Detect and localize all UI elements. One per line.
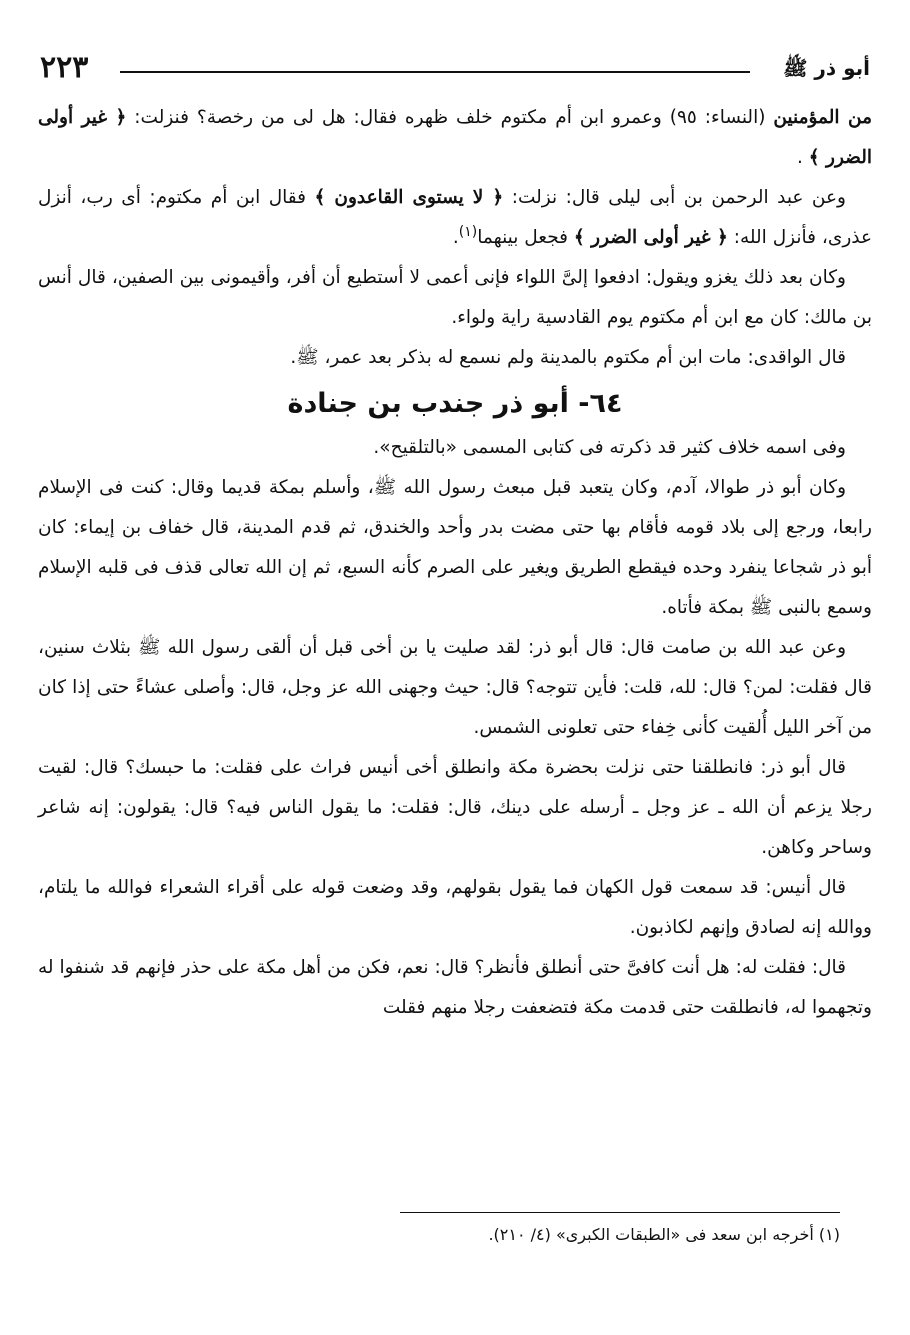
page-number: ٢٢٣	[40, 50, 89, 85]
quran-quote: ﴿ لا يستوى القاعدون ﴾	[314, 187, 504, 208]
quran-quote: من المؤمنين	[773, 107, 872, 128]
paragraph-2	[38, 178, 872, 258]
paragraph-4: قال الواقدى: مات ابن أم مكتوم بالمدينة ولم نسمع له بذكر بعد عمر، ﷺ.	[290, 347, 846, 368]
paragraph-text: .	[796, 147, 809, 168]
quran-quote: ﴿ غير أولى الضرر ﴾	[38, 107, 872, 168]
paragraph-9: قال أنيس: قد سمعت قول الكهان فما يقول بقولهم، وقد وضعت قوله على أقراء الشعراء فوالله ما يلتام، ووالله إنه لصادق وإنهم لكاذبون.	[38, 877, 872, 938]
paragraph-10: قال: فقلت له: هل أنت كافىَّ حتى أنطلق فأنظر؟ قال: نعم، فكن من أهل مكة على حذر فإنهم قد شنفوا له وتجهموا له، فانطلقت حتى قدمت مكة فتضعفت رجلا منهم فقلت	[38, 957, 872, 1018]
paragraph-1	[38, 98, 872, 178]
paragraph-6: وكان أبو ذر طوالا، آدم، وكان يتعبد قبل مبعث رسول الله ﷺ، وأسلم بمكة قديما وقال: كنت فى الإسلام رابعا، ورجع إلى بلاد قومه فأقام بها حتى مضت بدر وأحد والخندق، ثم قدم المدينة، قال خفاف بن إيماء: كان أبو ذر شجاعا ينفرد وحده فيقطع الطريق ويغير على الصرم كأنه السبع، ثم إن الله تعالى قذف فى قلبه الإسلام وسمع بالنبى ﷺ بمكة فأتاه.	[38, 477, 872, 618]
section-heading: ٦٤- أبو ذر جندب بن جنادة	[287, 388, 623, 419]
footnote: (١) أخرجه ابن سعد فى «الطبقات الكبرى» (٤/ ٢١٠).	[488, 1225, 840, 1244]
main-text	[38, 98, 872, 1028]
running-head: أبو ذر ﷺ	[783, 56, 870, 80]
quran-quote: ﴿ غير أولى الضرر ﴾	[573, 227, 728, 248]
paragraph-7: وعن عبد الله بن صامت قال: قال أبو ذر: لقد صليت يا بن أخى قبل أن ألقى رسول الله ﷺ بثلاث سنين، قال فقلت: لمن؟ قال: لله، قلت: فأين تتوجه؟ قال: حيث وجهنى الله عز وجل، قال: وأصلى عشاءً حتى إذا كان من آخر الليل أُلقيت كأنى خِفاء حتى تعلونى الشمس.	[38, 637, 872, 738]
page-header	[40, 50, 870, 90]
paragraph-text: .	[452, 227, 459, 248]
paragraph-text: فجعل بينهما	[477, 227, 574, 248]
footnote-rule	[400, 1212, 840, 1213]
paragraph-8: قال أبو ذر: فانطلقنا حتى نزلت بحضرة مكة وانطلق أخى أنيس فراث على فقلت: ما حبسك؟ قال: لقيت رجلا يزعم أن الله ـ عز وجل ـ أرسله على دينك، قال: فقلت: ما يقول الناس فيه؟ قال: يقولون: إنه شاعر وساحر وكاهن.	[38, 757, 872, 858]
paragraph-text: فقال ابن أم مكتوم: أى رب، أنزل عذرى، فأنزل الله:	[38, 187, 872, 248]
paragraph-3: وكان بعد ذلك يغزو ويقول: ادفعوا إلىَّ اللواء فإنى أعمى لا أستطيع أن أفر، وأقيمونى بين الصفين، قال أنس بن مالك: كان مع ابن أم مكتوم يوم القادسية راية ولواء.	[38, 267, 872, 328]
header-rule	[120, 71, 750, 73]
paragraph-5: وفى اسمه خلاف كثير قد ذكرته فى كتابى المسمى «بالتلقيح».	[373, 437, 846, 458]
footnote-ref: (١)	[458, 223, 478, 240]
paragraph-text: (النساء: ٩٥) وعمرو ابن أم مكتوم خلف ظهره فقال: هل لى من رخصة؟ فنزلت:	[126, 107, 774, 128]
paragraph-text: وعن عبد الرحمن بن أبى ليلى قال: نزلت:	[503, 187, 846, 208]
